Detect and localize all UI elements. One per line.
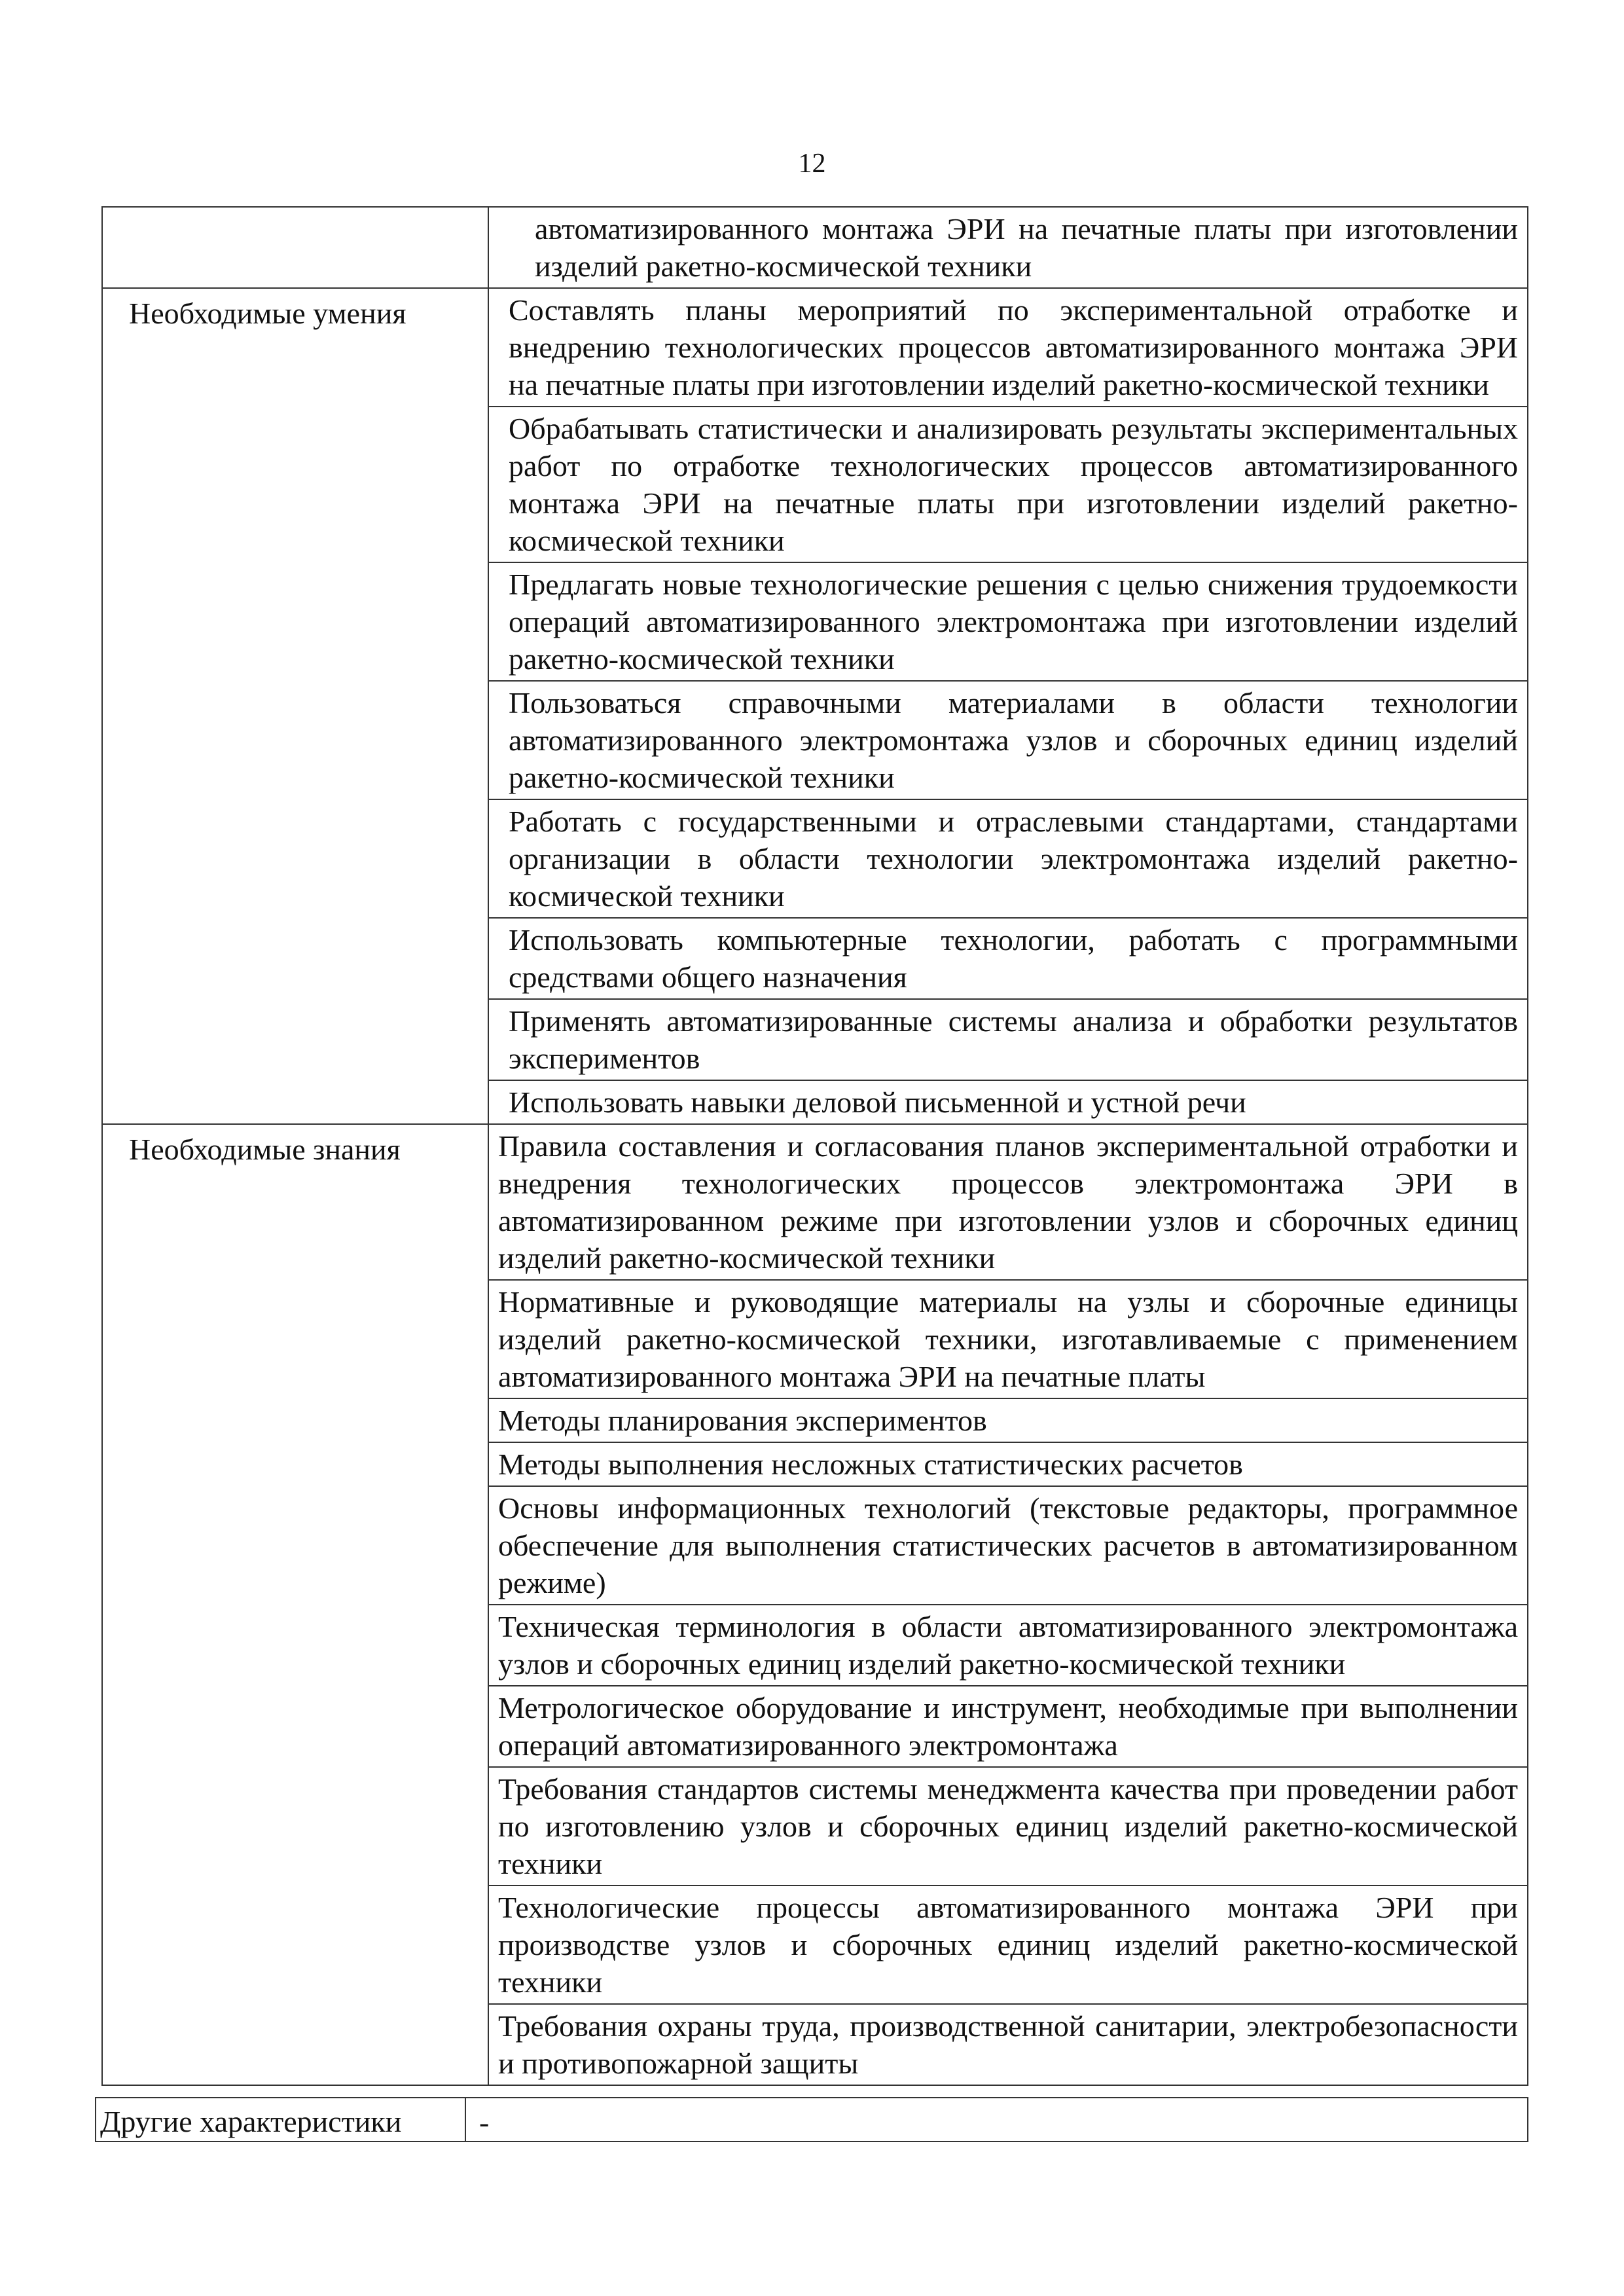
other-value: -	[465, 2098, 1528, 2141]
requirement-item: Работать с государственными и отраслевыми стандартами, стандартами организации в области технологии электромонтажа изделий ракетно-космической техники	[488, 799, 1528, 918]
requirements-table-body	[102, 207, 1528, 2085]
requirement-item: Правила составления и согласования планов экспериментальной отработки и внедрения технологических процессов электромонтажа ЭРИ в автоматизированном режиме при изготовлении узлов и сборочных единиц изделий ракетно-космической техники	[488, 1124, 1528, 1280]
requirement-item: Предлагать новые технологические решения с целью снижения трудоемкости операций автоматизированного электромонтажа при изготовлении изделий ракетно-космической техники	[488, 562, 1528, 681]
other-characteristics-table	[95, 2097, 1528, 2142]
requirement-item: Составлять планы мероприятий по экспериментальной отработке и внедрению технологических процессов автоматизированного монтажа ЭРИ на печатные платы при изготовлении изделий ракетно-космической техники	[488, 288, 1528, 407]
requirement-item: Использовать компьютерные технологии, работать с программными средствами общего назначения	[488, 918, 1528, 999]
requirement-item: Обрабатывать статистически и анализировать результаты экспериментальных работ по отработке технологических процессов автоматизированного монтажа ЭРИ на печатные платы при изготовлении изделий ракетно-космической техники	[488, 407, 1528, 562]
table-row	[102, 1124, 1528, 1280]
empty-label-cell	[102, 207, 488, 288]
requirement-item: Требования стандартов системы менеджмента качества при проведении работ по изготовлению узлов и сборочных единиц изделий ракетно-космической техники	[488, 1767, 1528, 1886]
requirement-item: Использовать навыки деловой письменной и устной речи	[488, 1080, 1528, 1124]
other-label: Другие характеристики	[96, 2098, 465, 2141]
continuation-cell: автоматизированного монтажа ЭРИ на печатные платы при изготовлении изделий ракетно-космической техники	[488, 207, 1528, 288]
requirement-item: Нормативные и руководящие материалы на узлы и сборочные единицы изделий ракетно-космической техники, изготавливаемые с применением автоматизированного монтажа ЭРИ на печатные платы	[488, 1280, 1528, 1398]
requirement-item: Основы информационных технологий (текстовые редакторы, программное обеспечение для выполнения статистических расчетов в автоматизированном режиме)	[488, 1486, 1528, 1605]
requirement-item: Техническая терминология в области автоматизированного электромонтажа узлов и сборочных единиц изделий ракетно-космической техники	[488, 1605, 1528, 1686]
requirement-item: Методы планирования экспериментов	[488, 1398, 1528, 1442]
requirement-item: Применять автоматизированные системы анализа и обработки результатов экспериментов	[488, 999, 1528, 1080]
table-row-other	[96, 2098, 1528, 2141]
table-row	[102, 288, 1528, 407]
requirement-item: Методы выполнения несложных статистических расчетов	[488, 1442, 1528, 1486]
section-label: Необходимые знания	[102, 1124, 488, 2085]
requirements-table	[101, 206, 1528, 2086]
table-row-continuation	[102, 207, 1528, 288]
requirement-item: Требования охраны труда, производственной санитарии, электробезопасности и противопожарной защиты	[488, 2004, 1528, 2085]
requirement-item: Пользоваться справочными материалами в области технологии автоматизированного электромонтажа узлов и сборочных единиц изделий ракетно-космической техники	[488, 681, 1528, 799]
page-number: 12	[798, 149, 826, 179]
requirement-item: Технологические процессы автоматизированного монтажа ЭРИ при производстве узлов и сборочных единиц изделий ракетно-космической техники	[488, 1886, 1528, 2004]
section-label: Необходимые умения	[102, 288, 488, 1124]
requirement-item: Метрологическое оборудование и инструмент, необходимые при выполнении операций автоматизированного электромонтажа	[488, 1686, 1528, 1767]
